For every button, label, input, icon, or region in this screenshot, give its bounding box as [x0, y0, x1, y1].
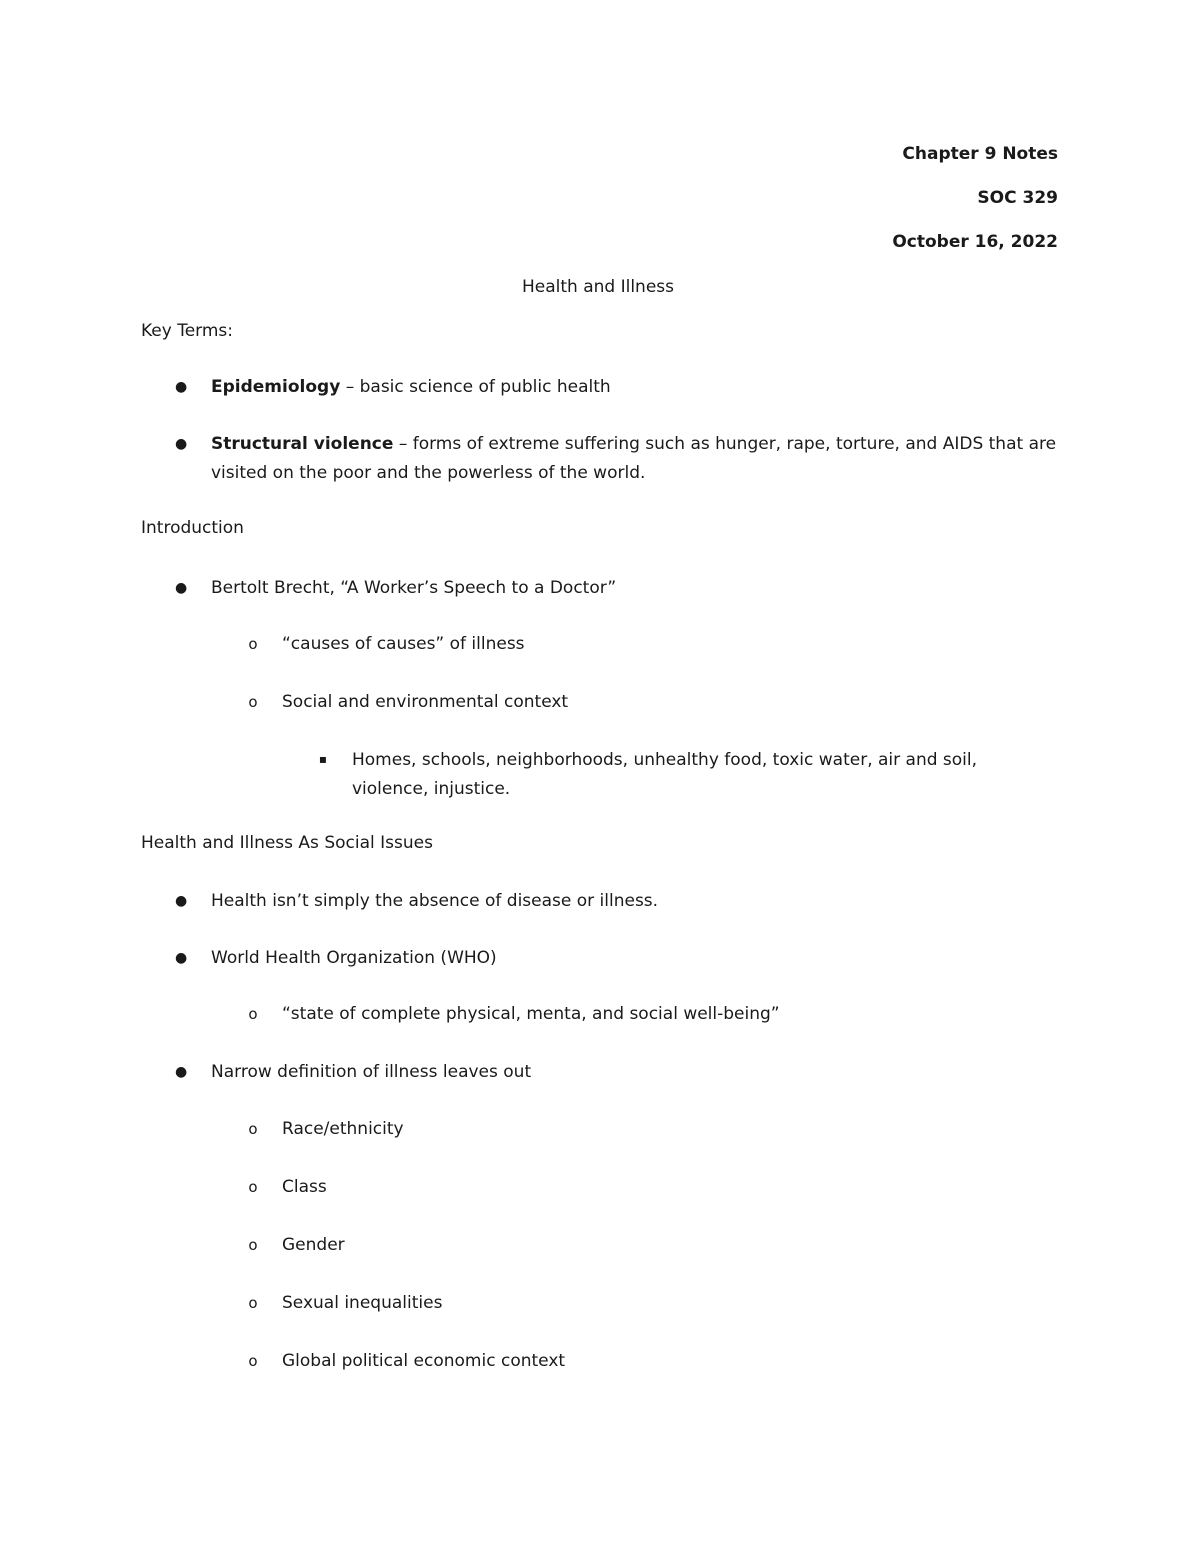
introduction-heading: Introduction	[141, 518, 244, 538]
square-bullet-icon: ▪	[318, 752, 328, 766]
bullet-icon: ●	[175, 893, 188, 909]
list-item: Homes, schools, neighborhoods, unhealthy food, toxic water, air and soil, violence, injustice.	[352, 750, 978, 799]
bullet-icon: ●	[175, 379, 188, 395]
key-terms-heading: Key Terms:	[141, 321, 234, 341]
section-title: Health and Illness	[521, 277, 675, 297]
list-item: “causes of causes” of illness	[282, 634, 525, 654]
list-item: Gender	[282, 1235, 345, 1255]
term-definition: – basic science of public health	[340, 377, 611, 397]
circle-bullet-icon: o	[248, 1178, 258, 1196]
list-item: Sexual inequalities	[282, 1293, 443, 1313]
list-item: Race/ethnicity	[282, 1119, 404, 1139]
circle-bullet-icon: o	[248, 635, 258, 653]
term-definition: – forms of extreme suffering such as hunger, rape, torture, and AIDS that are visited on the poor and the powerless of the world.	[211, 434, 1057, 483]
list-item: Global political economic context	[282, 1351, 566, 1371]
key-term-item	[211, 430, 1071, 488]
list-item: Health isn’t simply the absence of disease or illness.	[211, 891, 659, 911]
bullet-icon: ●	[175, 950, 188, 966]
circle-bullet-icon: o	[248, 1005, 258, 1023]
term-label: Epidemiology	[211, 377, 341, 397]
key-term-item	[211, 373, 1071, 402]
circle-bullet-icon: o	[248, 1352, 258, 1370]
term-label: Structural violence	[211, 434, 394, 454]
document-date: October 16, 2022	[892, 232, 1058, 252]
course-code: SOC 329	[977, 188, 1058, 208]
circle-bullet-icon: o	[248, 1120, 258, 1138]
bullet-icon: ●	[175, 436, 188, 452]
list-item: Social and environmental context	[282, 692, 569, 712]
circle-bullet-icon: o	[248, 693, 258, 711]
circle-bullet-icon: o	[248, 1294, 258, 1312]
list-item: Bertolt Brecht, “A Worker’s Speech to a Doctor”	[211, 578, 617, 598]
document-title: Chapter 9 Notes	[902, 144, 1058, 164]
social-issues-heading: Health and Illness As Social Issues	[141, 833, 433, 853]
bullet-icon: ●	[175, 580, 188, 596]
circle-bullet-icon: o	[248, 1236, 258, 1254]
list-item: Class	[282, 1177, 327, 1197]
list-item: Narrow definition of illness leaves out	[211, 1062, 532, 1082]
list-item: “state of complete physical, menta, and social well-being”	[282, 1004, 780, 1024]
bullet-icon: ●	[175, 1064, 188, 1080]
list-item: World Health Organization (WHO)	[211, 948, 497, 968]
